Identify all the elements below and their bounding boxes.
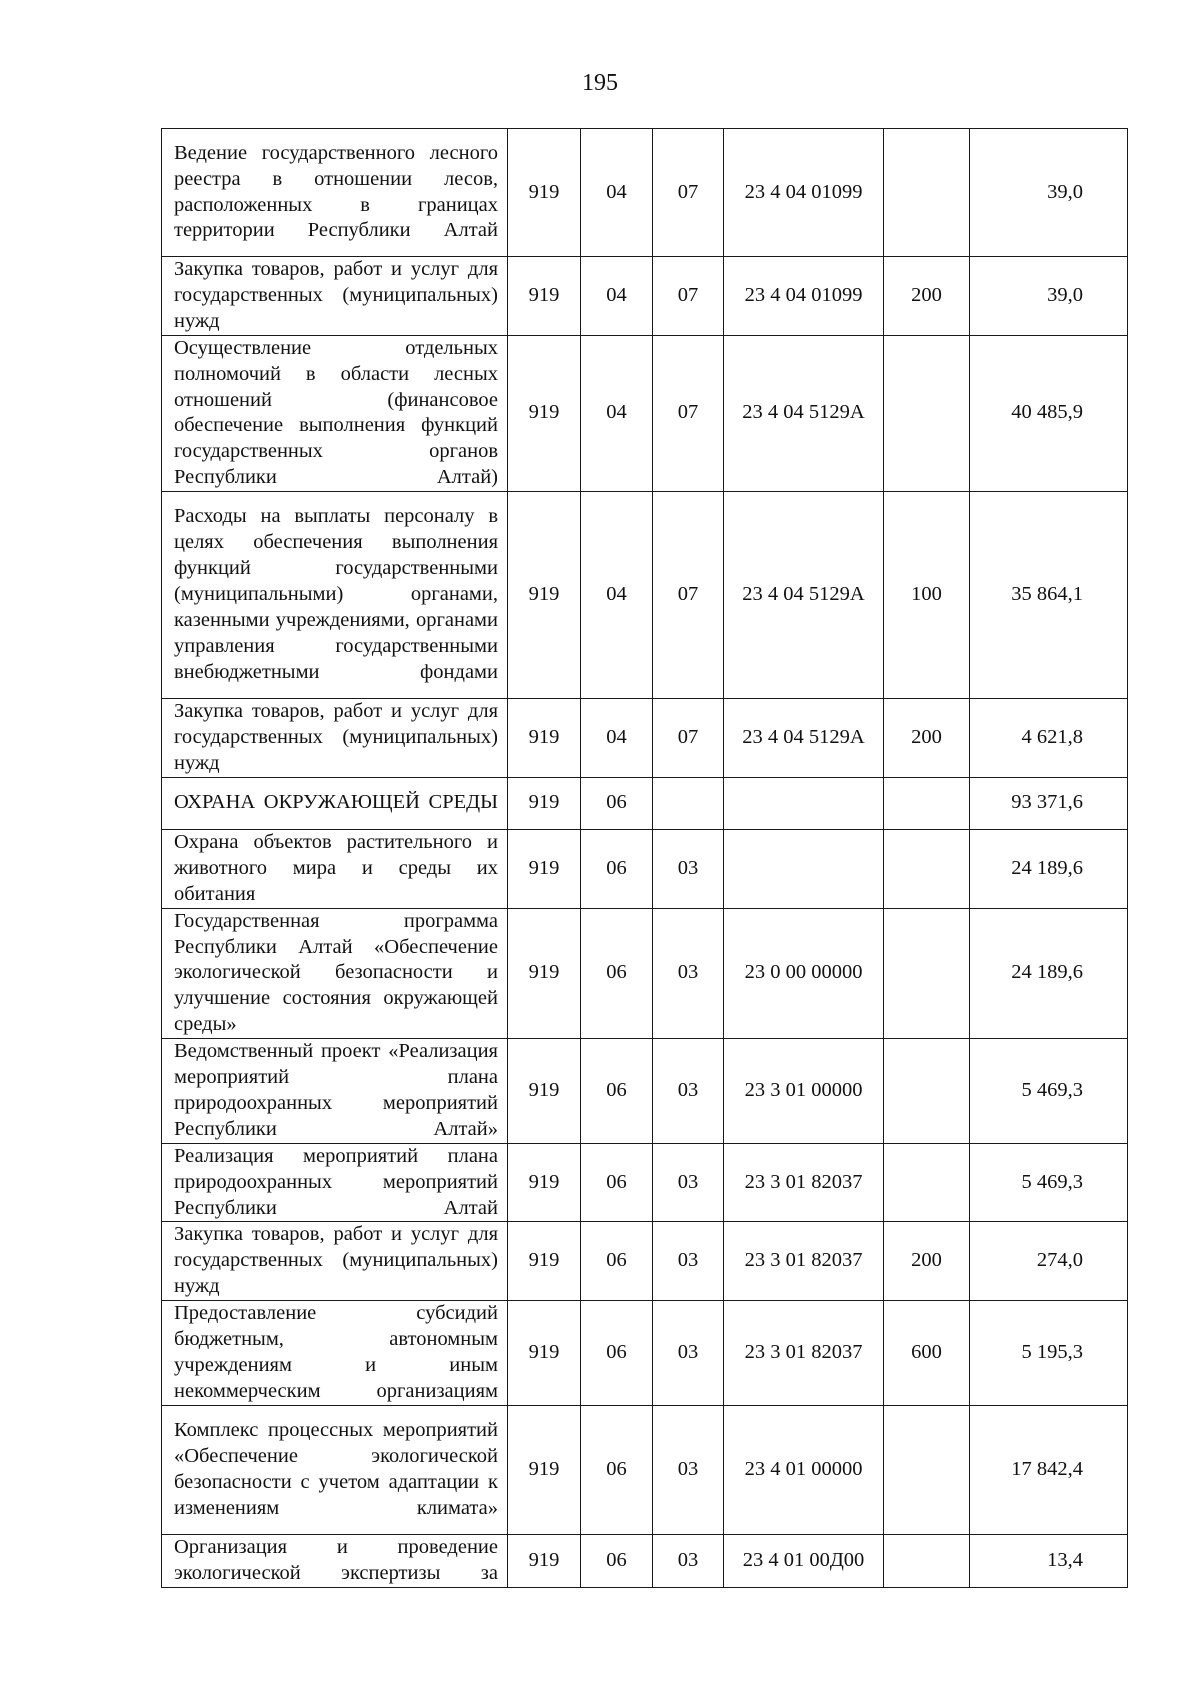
row-target-article: 23 0 00 00000 — [724, 908, 884, 1039]
table-row — [162, 1534, 1128, 1587]
row-grbs: 919 — [508, 129, 581, 257]
row-expense-type — [884, 777, 970, 829]
row-sum: 24 189,6 — [970, 829, 1128, 908]
row-expense-type — [884, 1534, 970, 1587]
row-section: 06 — [581, 829, 653, 908]
row-name: Ведомственный проект «Реализация мероприятий плана природоохранных мероприятий Республики Алтай» — [162, 1039, 508, 1144]
row-target-article — [724, 829, 884, 908]
row-section: 04 — [581, 335, 653, 491]
row-expense-type: 200 — [884, 699, 970, 778]
row-grbs: 919 — [508, 829, 581, 908]
row-sum: 40 485,9 — [970, 335, 1128, 491]
row-grbs: 919 — [508, 1534, 581, 1587]
table-row — [162, 1143, 1128, 1222]
table-row — [162, 1039, 1128, 1144]
row-subsection: 03 — [653, 1143, 724, 1222]
row-section: 06 — [581, 1405, 653, 1534]
row-sum: 39,0 — [970, 129, 1128, 257]
row-section: 04 — [581, 492, 653, 699]
row-sum: 5 469,3 — [970, 1039, 1128, 1144]
row-sum: 39,0 — [970, 257, 1128, 336]
table-row — [162, 699, 1128, 778]
row-target-article: 23 3 01 82037 — [724, 1143, 884, 1222]
row-subsection: 07 — [653, 129, 724, 257]
row-subsection: 03 — [653, 829, 724, 908]
row-name: Предоставление субсидий бюджетным, автономным учреждениям и иным некоммерческим организациям — [162, 1301, 508, 1406]
row-grbs: 919 — [508, 777, 581, 829]
row-expense-type — [884, 335, 970, 491]
row-expense-type — [884, 129, 970, 257]
table-row — [162, 829, 1128, 908]
row-target-article — [724, 777, 884, 829]
row-expense-type — [884, 1143, 970, 1222]
row-grbs: 919 — [508, 1405, 581, 1534]
row-expense-type — [884, 1405, 970, 1534]
row-expense-type — [884, 1039, 970, 1144]
row-subsection: 07 — [653, 492, 724, 699]
row-sum: 4 621,8 — [970, 699, 1128, 778]
row-expense-type: 100 — [884, 492, 970, 699]
row-expense-type — [884, 829, 970, 908]
row-section: 04 — [581, 129, 653, 257]
row-target-article: 23 3 01 00000 — [724, 1039, 884, 1144]
table-row — [162, 492, 1128, 699]
row-name: Охрана объектов растительного и животного мира и среды их обитания — [162, 829, 508, 908]
row-grbs: 919 — [508, 1301, 581, 1406]
row-subsection: 07 — [653, 257, 724, 336]
row-subsection — [653, 777, 724, 829]
row-target-article: 23 3 01 82037 — [724, 1222, 884, 1301]
row-target-article: 23 4 04 01099 — [724, 257, 884, 336]
row-name: Ведение государственного лесного реестра в отношении лесов, расположенных в границах территории Республики Алтай — [162, 129, 508, 257]
row-subsection: 03 — [653, 1405, 724, 1534]
row-section: 06 — [581, 1039, 653, 1144]
row-name: Закупка товаров, работ и услуг для государственных (муниципальных) нужд — [162, 699, 508, 778]
row-name: Закупка товаров, работ и услуг для государственных (муниципальных) нужд — [162, 1222, 508, 1301]
row-section: 06 — [581, 1222, 653, 1301]
row-section: 06 — [581, 777, 653, 829]
row-section: 06 — [581, 1534, 653, 1587]
row-section: 06 — [581, 908, 653, 1039]
row-target-article: 23 4 04 5129A — [724, 699, 884, 778]
row-expense-type: 600 — [884, 1301, 970, 1406]
row-expense-type: 200 — [884, 1222, 970, 1301]
row-subsection: 03 — [653, 908, 724, 1039]
row-name: Государственная программа Республики Алтай «Обеспечение экологической безопасности и улучшение состояния окружающей среды» — [162, 908, 508, 1039]
table-row — [162, 257, 1128, 336]
row-section: 04 — [581, 257, 653, 336]
table-row — [162, 129, 1128, 257]
row-target-article: 23 4 04 5129A — [724, 335, 884, 491]
row-name: ОХРАНА ОКРУЖАЮЩЕЙ СРЕДЫ — [162, 777, 508, 829]
row-sum: 5 195,3 — [970, 1301, 1128, 1406]
table-row — [162, 908, 1128, 1039]
table-row — [162, 777, 1128, 829]
row-section: 06 — [581, 1301, 653, 1406]
row-subsection: 07 — [653, 335, 724, 491]
row-target-article: 23 4 04 5129A — [724, 492, 884, 699]
row-section: 06 — [581, 1143, 653, 1222]
row-grbs: 919 — [508, 1222, 581, 1301]
row-sum: 5 469,3 — [970, 1143, 1128, 1222]
row-grbs: 919 — [508, 335, 581, 491]
table-row — [162, 1405, 1128, 1534]
row-target-article: 23 4 01 00000 — [724, 1405, 884, 1534]
row-grbs: 919 — [508, 257, 581, 336]
row-sum: 17 842,4 — [970, 1405, 1128, 1534]
row-subsection: 03 — [653, 1222, 724, 1301]
row-name: Комплекс процессных мероприятий «Обеспечение экологической безопасности с учетом адаптации к изменениям климата» — [162, 1405, 508, 1534]
row-name: Реализация мероприятий плана природоохранных мероприятий Республики Алтай — [162, 1143, 508, 1222]
row-target-article: 23 4 04 01099 — [724, 129, 884, 257]
row-grbs: 919 — [508, 492, 581, 699]
table-row — [162, 1301, 1128, 1406]
row-sum: 93 371,6 — [970, 777, 1128, 829]
budget-table-body — [162, 129, 1128, 1588]
row-name: Закупка товаров, работ и услуг для государственных (муниципальных) нужд — [162, 257, 508, 336]
row-section: 04 — [581, 699, 653, 778]
row-sum: 35 864,1 — [970, 492, 1128, 699]
row-grbs: 919 — [508, 1039, 581, 1144]
row-grbs: 919 — [508, 699, 581, 778]
row-target-article: 23 4 01 00Д00 — [724, 1534, 884, 1587]
row-sum: 24 189,6 — [970, 908, 1128, 1039]
row-name: Осуществление отдельных полномочий в области лесных отношений (финансовое обеспечение выполнения функций государственных органов Республики Алтай) — [162, 335, 508, 491]
row-name: Расходы на выплаты персоналу в целях обеспечения выполнения функций государственными (муниципальными) органами, казенными учреждениями, органами управления государственными внебюджетными фондами — [162, 492, 508, 699]
table-row — [162, 1222, 1128, 1301]
row-target-article: 23 3 01 82037 — [724, 1301, 884, 1406]
row-grbs: 919 — [508, 1143, 581, 1222]
row-expense-type: 200 — [884, 257, 970, 336]
row-name: Организация и проведение экологической экспертизы за — [162, 1534, 508, 1587]
row-sum: 13,4 — [970, 1534, 1128, 1587]
row-subsection: 03 — [653, 1039, 724, 1144]
row-grbs: 919 — [508, 908, 581, 1039]
row-subsection: 03 — [653, 1534, 724, 1587]
row-subsection: 03 — [653, 1301, 724, 1406]
row-subsection: 07 — [653, 699, 724, 778]
budget-table — [161, 128, 1128, 1588]
table-row — [162, 335, 1128, 491]
row-sum: 274,0 — [970, 1222, 1128, 1301]
page-number: 195 — [582, 70, 618, 96]
row-expense-type — [884, 908, 970, 1039]
